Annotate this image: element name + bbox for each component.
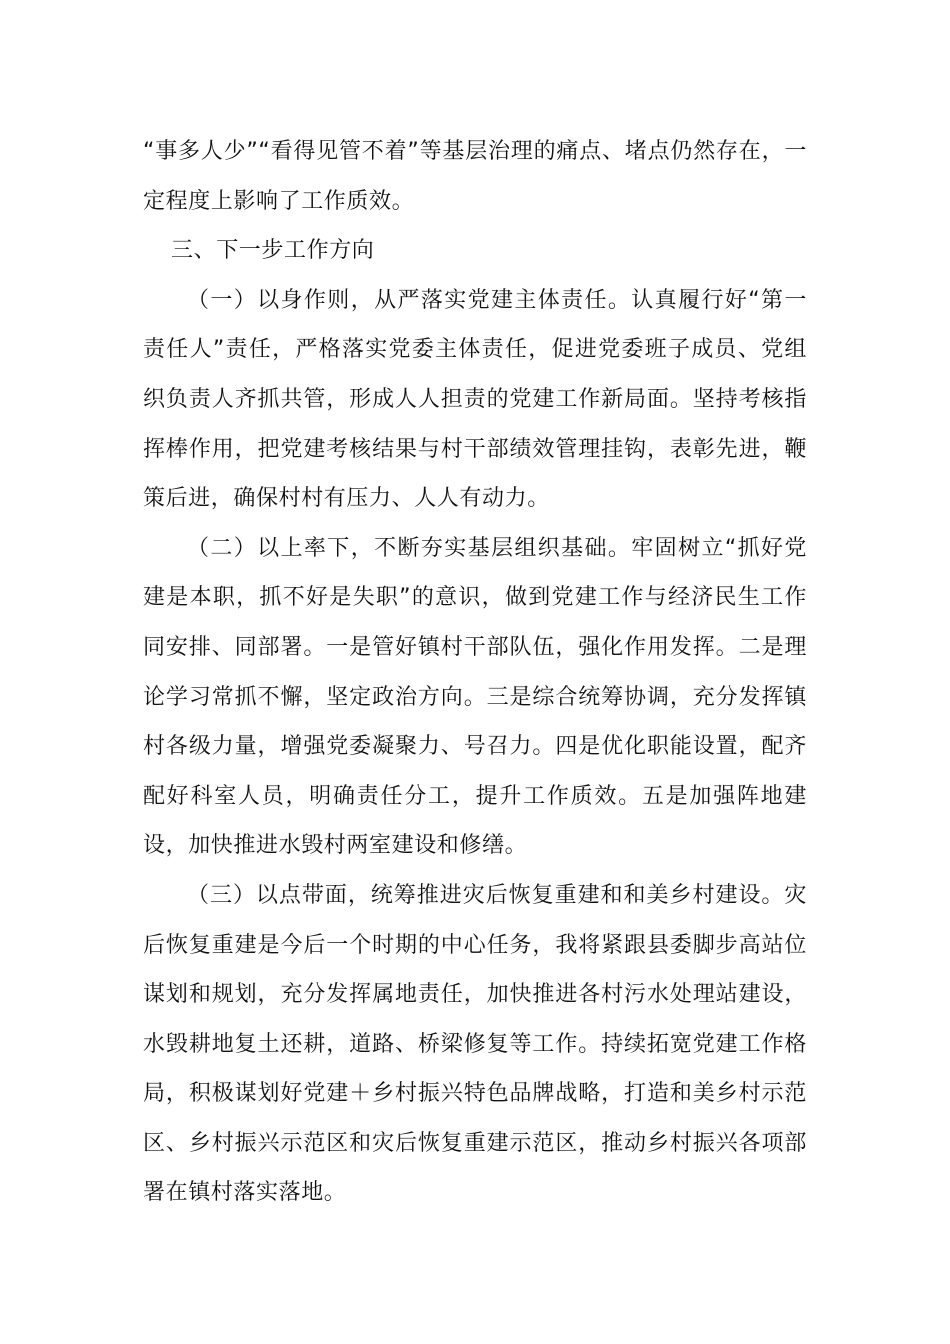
- paragraph-3: （三）以点带面，统筹推进灾后恢复重建和和美乡村建设。灾后恢复重建是今后一个时期的中心任务，我将紧跟县委脚步高站位谋划和规划，充分发挥属地责任，加快推进各村污水处理站建设，水毁耕地复土还耕，道路、桥梁修复等工作。持续拓宽党建工作格局，积极谋划好党建＋乡村振兴特色品牌战略，打造和美乡村示范区、乡村振兴示范区和灾后恢复重建示范区，推动乡村振兴各项部署在镇村落实落地。: [143, 882, 807, 1206]
- paragraph-1: （一）以身作则，从严落实党建主体责任。认真履行好“第一责任人”责任，严格落实党委主体责任，促进党委班子成员、党组织负责人齐抓共管，形成人人担责的党建工作新局面。坚持考核指挥棒作用，把党建考核结果与村干部绩效管理挂钩，表彰先进，鞭策后进，确保村村有压力、人人有动力。: [143, 287, 807, 512]
- document-body: [143, 127, 807, 1218]
- continuation-paragraph: “事多人少”“看得见管不着”等基层治理的痛点、堵点仍然存在，一定程度上影响了工作质效。: [143, 139, 807, 214]
- section-heading: 三、下一步工作方向: [171, 238, 375, 264]
- paragraph-2: （二）以上率下，不断夯实基层组织基础。牢固树立“抓好党建是本职，抓不好是失职”的意识，做到党建工作与经济民生工作同安排、同部署。一是管好镇村干部队伍，强化作用发挥。二是理论学习常抓不懈，坚定政治方向。三是综合统筹协调，充分发挥镇村各级力量，增强党委凝聚力、号召力。四是优化职能设置，配齐配好科室人员，明确责任分工，提升工作质效。五是加强阵地建设，加快推进水毁村两室建设和修缮。: [143, 535, 807, 859]
